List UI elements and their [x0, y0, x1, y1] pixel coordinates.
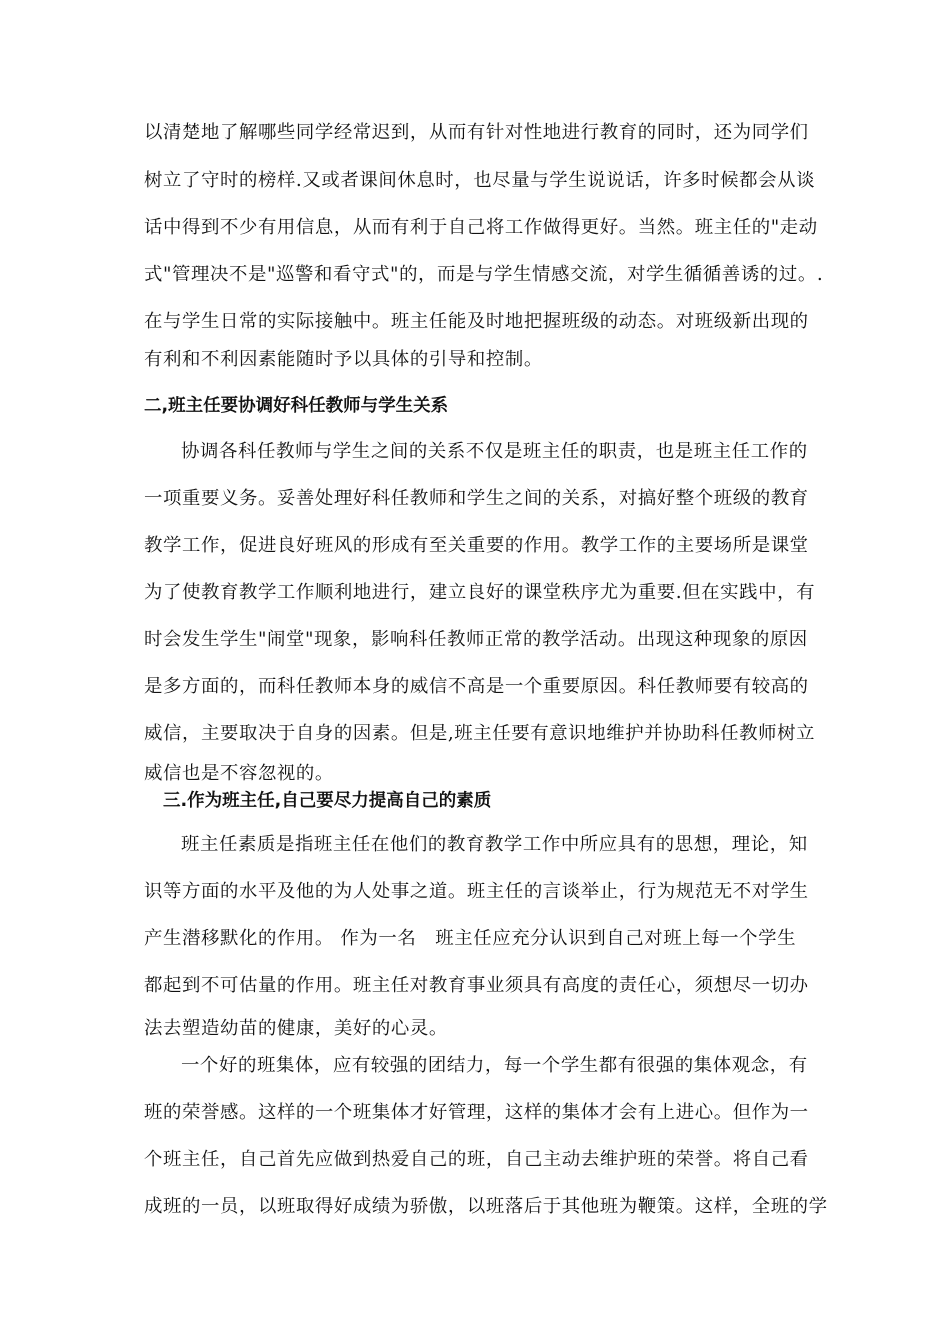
text-line: 教学工作，促进良好班风的形成有至关重要的作用。教学工作的主要场所是课堂: [144, 535, 809, 556]
text-line: 法去塑造幼苗的健康，美好的心灵。: [144, 1018, 448, 1039]
text-line: 都起到不可估量的作用。班主任对教育事业须具有高度的责任心，须想尽一切办: [144, 975, 809, 996]
section-heading: 二,班主任要协调好科任教师与学生关系: [144, 396, 449, 416]
text-line: 为了使教育教学工作顺利地进行，建立良好的课堂秩序尤为重要.但在实践中，有: [144, 582, 816, 603]
section-heading: 三.作为班主任,自己要尽力提高自己的素质: [163, 791, 492, 811]
text-line: 式"管理决不是"巡警和看守式"的，而是与学生情感交流，对学生循循善诱的过。.: [144, 264, 824, 285]
text-line: 在与学生日常的实际接触中。班主任能及时地把握班级的动态。对班级新出现的: [144, 311, 809, 332]
text-line: 威信，主要取决于自身的因素。但是,班主任要有意识地维护并协助科任教师树立: [144, 723, 816, 744]
text-line: 一项重要义务。妥善处理好科任教师和学生之间的关系，对搞好整个班级的教育: [144, 488, 809, 509]
text-line: 产生潜移默化的作用。 作为一名 班主任应充分认识到自己对班上每一个学生: [144, 928, 797, 949]
text-line: 有利和不利因素能随时予以具体的引导和控制。: [144, 349, 543, 370]
text-line: 识等方面的水平及他的为人处事之道。班主任的言谈举止，行为规范无不对学生: [144, 881, 809, 902]
text-line: 个班主任，自己首先应做到热爱自己的班，自己主动去维护班的荣誉。将自己看: [144, 1149, 809, 1170]
text-line: 班的荣誉感。这样的一个班集体才好管理，这样的集体才会有上进心。但作为一: [144, 1102, 809, 1123]
text-line: 威信也是不容忽视的。: [144, 763, 334, 784]
text-line: 班主任素质是指班主任在他们的教育教学工作中所应具有的思想，理论，知: [181, 834, 808, 855]
text-line: 时会发生学生"闹堂"现象，影响科任教师正常的教学活动。出现这种现象的原因: [144, 629, 808, 650]
text-line: 话中得到不少有用信息，从而有利于自己将工作做得更好。当然。班主任的"走动: [144, 217, 818, 238]
text-line: 一个好的班集体，应有较强的团结力，每一个学生都有很强的集体观念，有: [181, 1055, 808, 1076]
text-line: 树立了守时的榜样.又或者课间休息时，也尽量与学生说说话，许多时候都会从谈: [144, 170, 816, 191]
text-line: 成班的一员，以班取得好成绩为骄傲，以班落后于其他班为鞭策。这样，全班的学: [144, 1196, 828, 1217]
text-line: 协调各科任教师与学生之间的关系不仅是班主任的职责，也是班主任工作的: [181, 441, 808, 462]
text-line: 以清楚地了解哪些同学经常迟到，从而有针对性地进行教育的同时，还为同学们: [144, 122, 809, 143]
text-line: 是多方面的，而科任教师本身的威信不高是一个重要原因。科任教师要有较高的: [144, 676, 809, 697]
